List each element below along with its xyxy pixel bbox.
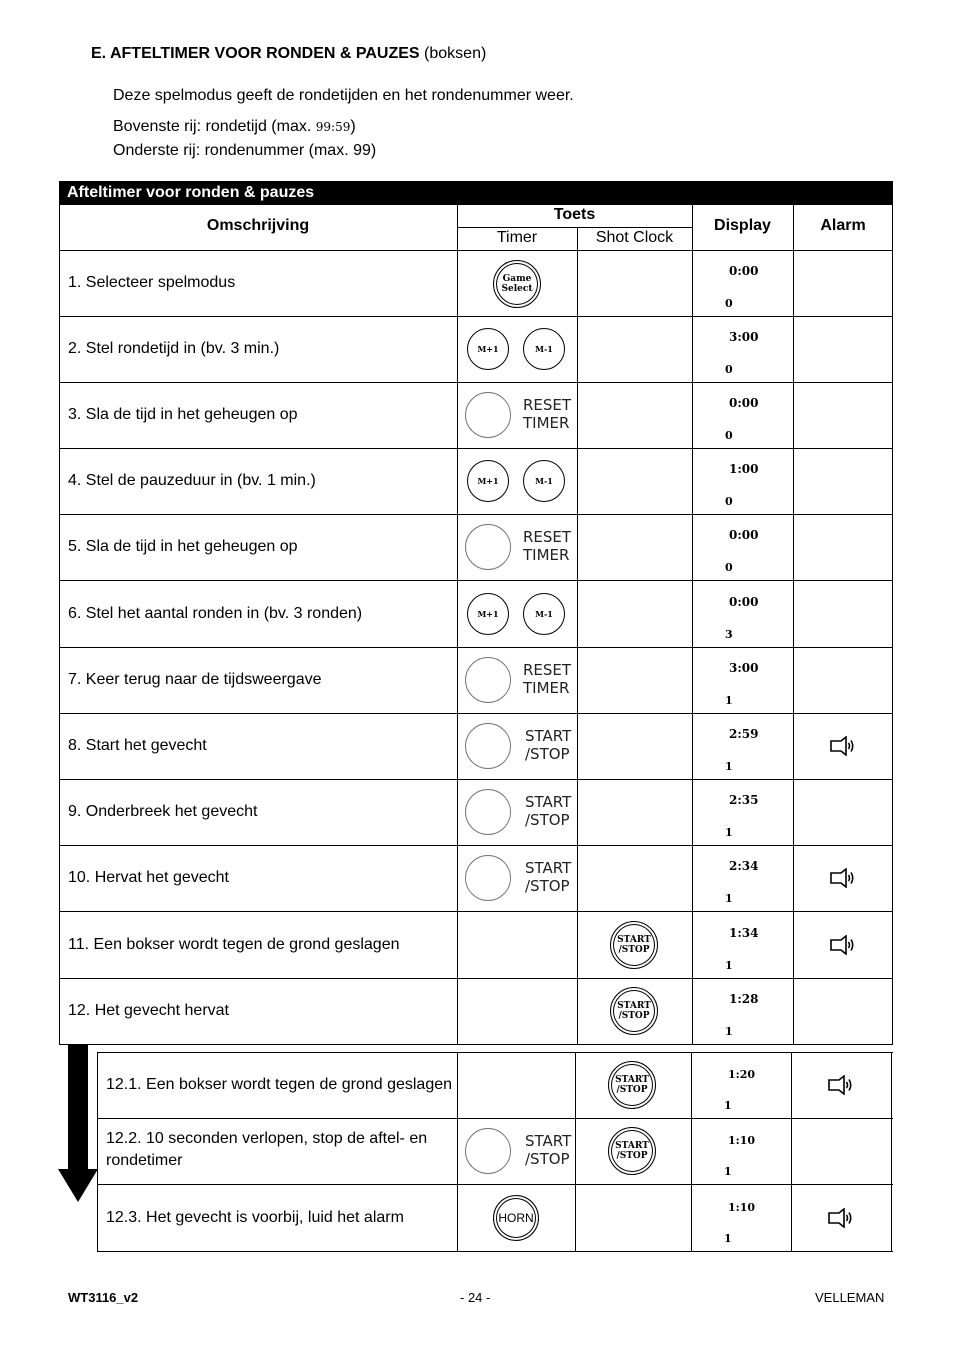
- table-border: [97, 1118, 893, 1119]
- display-round: 1: [724, 1165, 732, 1178]
- header-description: Omschrijving: [206, 217, 310, 234]
- sc-label-line1: START: [617, 935, 651, 945]
- table-row-description: 4. Stel de pauzeduur in (bv. 1 min.): [68, 472, 316, 489]
- top-row-max: 99:59: [315, 120, 351, 134]
- reset-timer-button[interactable]: [465, 392, 511, 438]
- speaker-sound-icon: [827, 1208, 855, 1228]
- display-time: 2:59: [729, 727, 759, 741]
- m-minus-1-button[interactable]: M-1: [523, 460, 565, 502]
- display-time: 0:00: [729, 264, 759, 278]
- reset-timer-button[interactable]: [465, 657, 511, 703]
- shot-clock-label: [617, 935, 651, 955]
- section-title-rest: (boksen): [419, 45, 487, 62]
- reset-label-line2: TIMER: [523, 546, 570, 564]
- shot-clock-start-stop-button[interactable]: [610, 921, 658, 969]
- start-label-line1: START: [525, 859, 572, 877]
- display-time: 1:00: [729, 462, 759, 476]
- reset-label-line1: RESET: [523, 528, 572, 546]
- game-label-line1: Game: [502, 274, 532, 284]
- table-border: [575, 1052, 576, 1252]
- reset-timer-button[interactable]: [465, 524, 511, 570]
- start-label-line1: START: [525, 793, 572, 811]
- table-row-description: 9. Onderbreek het gevecht: [68, 803, 258, 820]
- display-time: 1:34: [729, 926, 759, 940]
- sc-label-line2: /STOP: [618, 1011, 650, 1021]
- m-minus-1-button[interactable]: M-1: [523, 328, 565, 370]
- subrow-description: [106, 1128, 454, 1172]
- section-title-bold: E. AFTELTIMER VOOR RONDEN & PAUZES: [91, 45, 420, 62]
- start-label-line1: START: [525, 727, 572, 745]
- display-time: 0:00: [729, 595, 759, 609]
- table-row-description: 5. Sla de tijd in het geheugen op: [68, 538, 298, 555]
- intro-text: Deze spelmodus geeft de rondetijden en het rondenummer weer.: [113, 87, 574, 104]
- table-border: [457, 227, 692, 228]
- sc-label-line2: /STOP: [618, 945, 650, 955]
- start-label-line2: /STOP: [525, 1150, 570, 1168]
- header-display: Display: [714, 217, 771, 234]
- start-label-line2: /STOP: [525, 877, 570, 895]
- m-plus-1-button[interactable]: M+1: [467, 460, 509, 502]
- subrow-desc-line1: 12.2. 10 seconden verlopen, stop de aftel- en: [106, 1130, 428, 1147]
- display-round: 1: [725, 892, 733, 905]
- display-round: 0: [725, 297, 733, 310]
- shot-clock-start-stop-button[interactable]: [608, 1127, 656, 1175]
- table-border: [892, 205, 893, 1045]
- display-time: 1:28: [729, 992, 759, 1006]
- display-round: 0: [725, 495, 733, 508]
- start-label-line1: START: [525, 1132, 572, 1150]
- display-round: 3: [725, 628, 733, 641]
- table-border: [691, 1052, 692, 1252]
- subrow-description: 12.1. Een bokser wordt tegen de grond geslagen: [106, 1076, 453, 1093]
- speaker-sound-icon: [829, 935, 857, 955]
- table-title: Afteltimer voor ronden & pauzes: [59, 181, 893, 205]
- reset-label-line2: TIMER: [523, 679, 570, 697]
- table-row-description: 6. Stel het aantal ronden in (bv. 3 ronden): [68, 605, 363, 622]
- reset-label-line1: RESET: [523, 661, 572, 679]
- m-minus-1-button[interactable]: M-1: [523, 593, 565, 635]
- down-arrow-icon: [56, 1044, 100, 1204]
- bottom-row-text: Onderste rij: rondenummer (max. 99): [113, 142, 377, 159]
- header-shot-clock: Shot Clock: [595, 229, 674, 246]
- table-row-description: 3. Sla de tijd in het geheugen op: [68, 406, 298, 423]
- shot-clock-start-stop-button[interactable]: [608, 1061, 656, 1109]
- table-row-description: 8. Start het gevecht: [68, 737, 207, 754]
- footer-model: WT3116_v2: [68, 1290, 139, 1305]
- display-time: 3:00: [729, 330, 759, 344]
- display-round: 1: [725, 760, 733, 773]
- display-round: 1: [725, 694, 733, 707]
- start-stop-button[interactable]: [465, 789, 511, 835]
- start-stop-button[interactable]: [465, 723, 511, 769]
- display-time: 2:34: [729, 859, 759, 873]
- speaker-sound-icon: [827, 1075, 855, 1095]
- table-border: [793, 205, 794, 1045]
- table-border: [457, 205, 458, 1045]
- reset-label-line2: TIMER: [523, 414, 570, 432]
- sc-label-line2: /STOP: [616, 1151, 648, 1161]
- display-round: 0: [725, 363, 733, 376]
- table-border: [891, 1052, 892, 1252]
- table-border: [692, 205, 693, 1045]
- start-label-line2: /STOP: [525, 745, 570, 763]
- display-round: 1: [724, 1232, 732, 1245]
- top-row-prefix: Bovenste rij: rondetijd (max.: [113, 118, 316, 135]
- table-border: [97, 1184, 893, 1185]
- table-border: [97, 1251, 893, 1252]
- display-time: 1:10: [728, 1201, 756, 1214]
- table-border: [457, 1052, 458, 1252]
- speaker-sound-icon: [829, 736, 857, 756]
- sc-label-line1: START: [615, 1141, 649, 1151]
- start-stop-button[interactable]: [465, 855, 511, 901]
- header-alarm: Alarm: [820, 217, 866, 234]
- sc-label-line1: START: [617, 1001, 651, 1011]
- display-round: 1: [725, 959, 733, 972]
- header-buttons: Toets: [553, 206, 596, 223]
- table-row-description: 1. Selecteer spelmodus: [68, 274, 236, 291]
- sc-label-line2: /STOP: [616, 1085, 648, 1095]
- table-row-description: 12. Het gevecht hervat: [68, 1002, 229, 1019]
- display-round: 0: [725, 561, 733, 574]
- game-select-button[interactable]: [493, 260, 541, 308]
- subrow-description: 12.3. Het gevecht is voorbij, luid het alarm: [106, 1209, 404, 1226]
- table-row-description: 2. Stel rondetijd in (bv. 3 min.): [68, 340, 280, 357]
- shot-clock-label: [615, 1141, 649, 1161]
- table-row-description: 10. Hervat het gevecht: [68, 869, 229, 886]
- display-time: 1:10: [728, 1134, 756, 1147]
- display-time: 2:35: [729, 793, 759, 807]
- table-border: [577, 227, 578, 1045]
- display-time: 3:00: [729, 661, 759, 675]
- shot-clock-label: [615, 1075, 649, 1095]
- shot-clock-start-stop-button[interactable]: [610, 987, 658, 1035]
- table-row-description: 11. Een bokser wordt tegen de grond geslagen: [68, 936, 400, 953]
- game-label-line2: Select: [501, 284, 533, 294]
- shot-clock-label: [617, 1001, 651, 1021]
- display-round: 1: [725, 826, 733, 839]
- footer-page: - 24 -: [460, 1290, 491, 1305]
- display-time: 0:00: [729, 528, 759, 542]
- table-row-description: 7. Keer terug naar de tijdsweergave: [68, 671, 322, 688]
- display-round: 1: [724, 1099, 732, 1112]
- footer-brand: VELLEMAN: [815, 1290, 885, 1305]
- header-timer: Timer: [496, 229, 538, 246]
- m-plus-1-button[interactable]: M+1: [467, 328, 509, 370]
- sc-label-line1: START: [615, 1075, 649, 1085]
- start-label-line2: /STOP: [525, 811, 570, 829]
- table-border: [791, 1052, 792, 1252]
- display-time: 0:00: [729, 396, 759, 410]
- display-round: 1: [725, 1025, 733, 1038]
- table-border: [59, 1044, 893, 1045]
- reset-label-line1: RESET: [523, 396, 572, 414]
- table-border: [97, 1052, 893, 1053]
- display-round: 0: [725, 429, 733, 442]
- game-select-label: [501, 274, 532, 294]
- horn-button[interactable]: HORN: [493, 1195, 539, 1241]
- start-stop-button[interactable]: [465, 1128, 511, 1174]
- speaker-sound-icon: [829, 868, 857, 888]
- subrow-desc-line2: rondetimer: [106, 1152, 183, 1169]
- m-plus-1-button[interactable]: M+1: [467, 593, 509, 635]
- top-row-suffix: ): [350, 118, 356, 135]
- display-time: 1:20: [728, 1068, 756, 1081]
- section-title: [91, 45, 486, 63]
- top-row-text: [113, 118, 356, 136]
